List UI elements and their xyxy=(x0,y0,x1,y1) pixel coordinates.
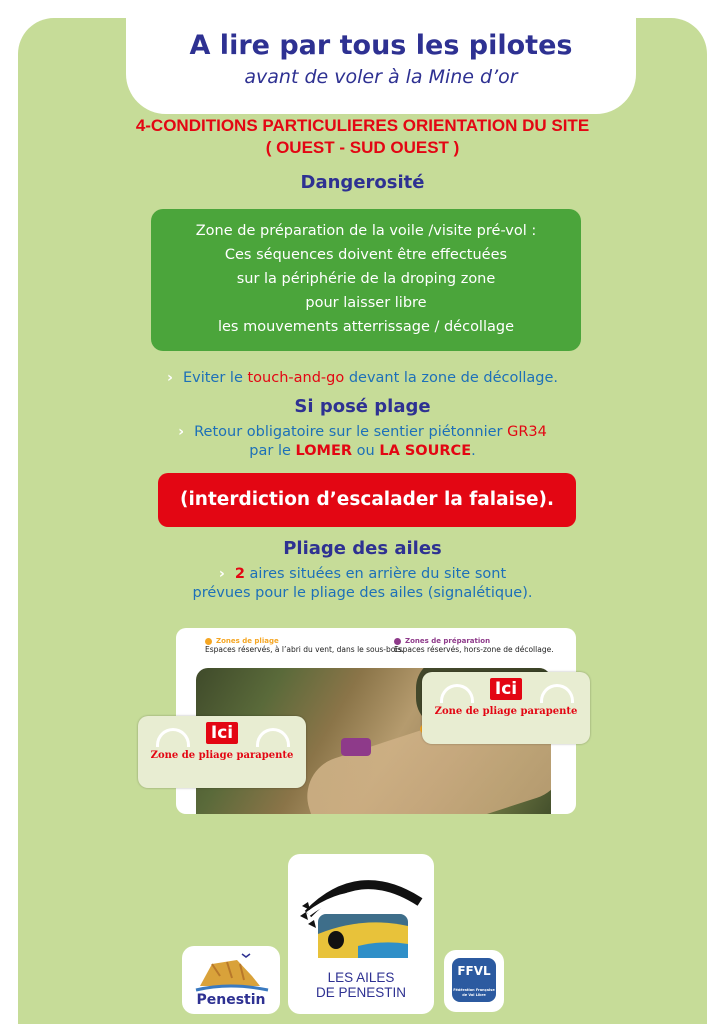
sign-text: Zone de pliage parapente xyxy=(150,750,294,761)
section-title: 4-CONDITIONS PARTICULIERES ORIENTATION DU SITE xyxy=(135,116,590,135)
box-line: Zone de préparation de la voile /visite pré-vol : xyxy=(195,223,537,239)
preparation-zone-marker xyxy=(341,738,371,756)
header-banner xyxy=(126,18,636,114)
chevron-right-icon: › xyxy=(218,566,225,582)
penestin-logo xyxy=(182,946,280,1014)
folding-heading: Pliage des ailes xyxy=(283,538,442,559)
page-subtitle: avant de voler à la Mine d’or xyxy=(244,66,518,88)
legend-folding-zones: Zones de pliage Espaces réservés, à l’abri du vent, dans le sous-bois. xyxy=(205,637,404,654)
folding-line-2: prévues pour le pliage des ailes (signalétique). xyxy=(192,585,533,601)
ailes-label-1: LES AILES xyxy=(327,970,395,985)
ffvl-label: FFVL xyxy=(457,964,491,978)
sign-text: Zone de pliage parapente xyxy=(434,706,578,717)
ailes-wing-icon xyxy=(288,854,434,964)
folding-line-1: › 2 aires situées en arrière du site sont xyxy=(218,566,507,582)
purple-dot-icon xyxy=(394,638,401,645)
beach-heading: Si posé plage xyxy=(294,396,431,417)
ailes-penestin-logo xyxy=(288,854,434,1014)
box-line: Ces séquences doivent être effectuées xyxy=(224,247,508,263)
preparation-zone-box xyxy=(151,209,581,351)
danger-heading: Dangerosité xyxy=(300,172,425,193)
ici-label: Ici xyxy=(490,678,522,700)
ailes-label-2: DE PENESTIN xyxy=(315,985,407,1000)
beach-line-1: › Retour obligatoire sur le sentier piétonnier GR34 xyxy=(178,424,547,440)
cliff-climbing-warning: (interdiction d’escalader la falaise). xyxy=(158,473,576,527)
box-line: les mouvements atterrissage / décollage xyxy=(217,319,515,335)
box-line: sur la périphérie de la droping zone xyxy=(236,271,496,287)
section-subtitle: ( OUEST - SUD OUEST ) xyxy=(265,138,460,157)
penestin-label: Penestin xyxy=(196,992,266,1008)
ffvl-sublabel: Fédération Française de Vol Libre xyxy=(453,988,495,997)
legend-preparation-zones: Zones de préparation Espaces réservés, hors-zone de décollage. xyxy=(394,637,554,654)
penestin-cliff-icon xyxy=(182,946,280,996)
folding-sign-left xyxy=(138,716,306,788)
ici-label: Ici xyxy=(206,722,238,744)
ffvl-badge xyxy=(452,958,496,1002)
yellow-dot-icon xyxy=(205,638,212,645)
chevron-right-icon: › xyxy=(178,424,185,440)
box-line: pour laisser libre xyxy=(305,295,427,311)
ffvl-logo xyxy=(444,950,504,1012)
folding-sign-right xyxy=(422,672,590,744)
page-title: A lire par tous les pilotes xyxy=(189,30,573,61)
beach-line-2: par le LOMER ou LA SOURCE. xyxy=(249,443,476,459)
chevron-right-icon: › xyxy=(166,370,173,386)
touch-and-go-note: › Eviter le touch-and-go devant la zone de décollage. xyxy=(166,370,559,386)
